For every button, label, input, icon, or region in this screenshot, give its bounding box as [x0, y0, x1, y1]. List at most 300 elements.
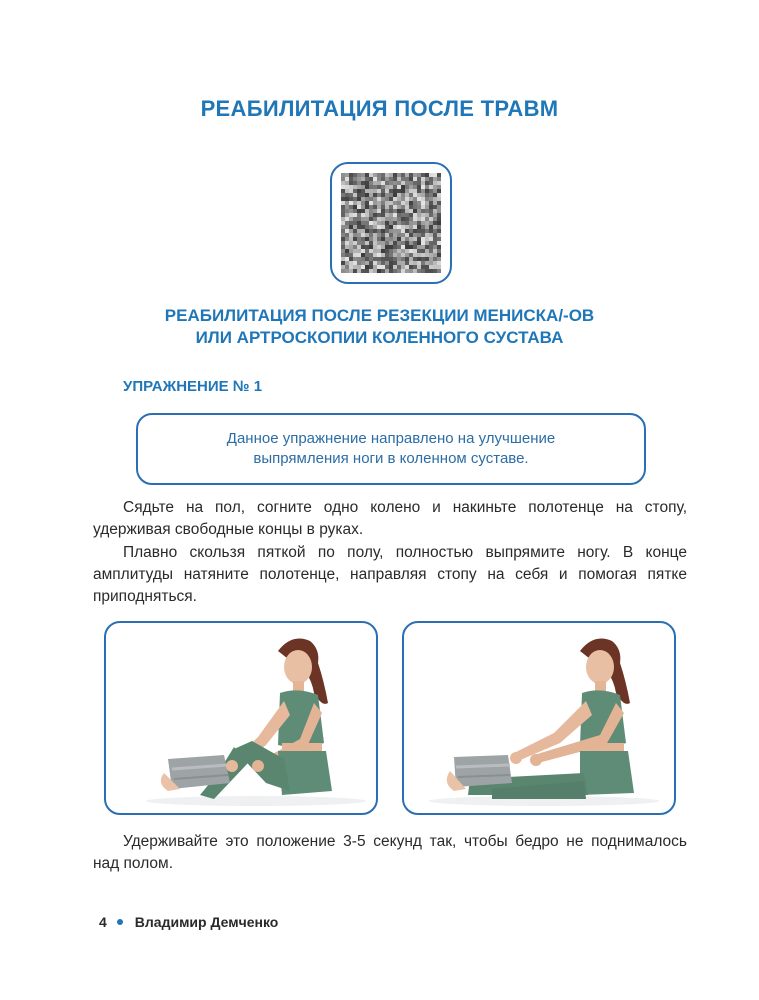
- qr-module: [345, 173, 349, 177]
- qr-module: [433, 257, 437, 261]
- qr-module: [393, 205, 397, 209]
- qr-module: [381, 253, 385, 257]
- qr-module: [349, 189, 353, 193]
- woman-seated-bent-knee-illustration: [106, 623, 376, 813]
- qr-module: [389, 261, 393, 265]
- qr-module: [377, 261, 381, 265]
- qr-module: [377, 181, 381, 185]
- qr-module: [413, 185, 417, 189]
- qr-module: [425, 213, 429, 217]
- qr-module: [361, 217, 365, 221]
- qr-module: [357, 177, 361, 181]
- qr-module: [373, 249, 377, 253]
- qr-module: [365, 229, 369, 233]
- qr-module: [377, 221, 381, 225]
- qr-module: [409, 225, 413, 229]
- qr-module: [385, 229, 389, 233]
- qr-module: [369, 177, 373, 181]
- qr-module: [369, 205, 373, 209]
- qr-module: [357, 189, 361, 193]
- qr-module: [401, 253, 405, 257]
- qr-module: [437, 269, 441, 273]
- qr-module: [409, 205, 413, 209]
- qr-module: [381, 217, 385, 221]
- qr-module: [433, 209, 437, 213]
- qr-module: [405, 257, 409, 261]
- qr-code-frame: [330, 162, 452, 284]
- qr-module: [345, 213, 349, 217]
- qr-module: [405, 197, 409, 201]
- qr-module: [341, 233, 345, 237]
- qr-module: [341, 217, 345, 221]
- qr-module: [397, 249, 401, 253]
- qr-module: [365, 197, 369, 201]
- qr-module: [421, 193, 425, 197]
- qr-module: [373, 261, 377, 265]
- qr-module: [365, 177, 369, 181]
- qr-module: [381, 209, 385, 213]
- qr-module: [425, 229, 429, 233]
- qr-module: [413, 261, 417, 265]
- qr-module: [377, 237, 381, 241]
- qr-module: [401, 189, 405, 193]
- qr-module: [381, 225, 385, 229]
- qr-module: [409, 249, 413, 253]
- qr-module: [389, 201, 393, 205]
- qr-module: [361, 201, 365, 205]
- qr-module: [425, 225, 429, 229]
- qr-module: [413, 209, 417, 213]
- qr-module: [405, 225, 409, 229]
- qr-module: [417, 237, 421, 241]
- qr-module: [417, 189, 421, 193]
- qr-module: [357, 265, 361, 269]
- qr-module: [389, 197, 393, 201]
- qr-module: [377, 233, 381, 237]
- qr-module: [405, 173, 409, 177]
- qr-module: [345, 185, 349, 189]
- exercise-callout: [136, 413, 646, 485]
- qr-module: [369, 217, 373, 221]
- qr-module: [389, 185, 393, 189]
- qr-module: [401, 193, 405, 197]
- author-name: Владимир Демченко: [134, 914, 279, 930]
- qr-module: [413, 245, 417, 249]
- qr-module: [433, 221, 437, 225]
- qr-module: [341, 201, 345, 205]
- qr-module: [349, 221, 353, 225]
- qr-module: [365, 185, 369, 189]
- qr-module: [389, 205, 393, 209]
- qr-module: [425, 193, 429, 197]
- qr-module: [389, 257, 393, 261]
- qr-module: [397, 233, 401, 237]
- qr-module: [413, 217, 417, 221]
- qr-module: [409, 229, 413, 233]
- qr-module: [361, 249, 365, 253]
- qr-module: [369, 237, 373, 241]
- qr-module: [429, 217, 433, 221]
- qr-module: [417, 241, 421, 245]
- qr-module: [401, 201, 405, 205]
- qr-module: [421, 241, 425, 245]
- qr-module: [377, 173, 381, 177]
- qr-module: [341, 237, 345, 241]
- qr-module: [377, 241, 381, 245]
- qr-module: [381, 241, 385, 245]
- qr-module: [381, 201, 385, 205]
- qr-module: [381, 197, 385, 201]
- qr-module: [421, 177, 425, 181]
- qr-module: [385, 261, 389, 265]
- qr-module: [401, 205, 405, 209]
- qr-module: [365, 173, 369, 177]
- qr-module: [425, 201, 429, 205]
- qr-module: [389, 233, 393, 237]
- qr-module: [429, 233, 433, 237]
- qr-module: [417, 225, 421, 229]
- qr-module: [393, 173, 397, 177]
- qr-module: [361, 245, 365, 249]
- qr-module: [341, 249, 345, 253]
- qr-module: [393, 269, 397, 273]
- qr-module: [413, 233, 417, 237]
- qr-module: [373, 209, 377, 213]
- qr-module: [369, 189, 373, 193]
- qr-module: [373, 225, 377, 229]
- qr-module: [353, 173, 357, 177]
- qr-module: [349, 173, 353, 177]
- qr-module: [437, 229, 441, 233]
- qr-module: [381, 177, 385, 181]
- qr-module: [425, 209, 429, 213]
- qr-module: [385, 221, 389, 225]
- qr-module: [393, 213, 397, 217]
- qr-module: [353, 225, 357, 229]
- qr-module: [349, 265, 353, 269]
- qr-module: [361, 189, 365, 193]
- qr-module: [361, 213, 365, 217]
- qr-module: [349, 269, 353, 273]
- qr-module: [385, 213, 389, 217]
- qr-module: [361, 181, 365, 185]
- qr-module: [361, 237, 365, 241]
- qr-module: [425, 173, 429, 177]
- qr-module: [353, 253, 357, 257]
- qr-module: [385, 181, 389, 185]
- qr-module: [405, 185, 409, 189]
- qr-module: [433, 177, 437, 181]
- qr-module: [397, 221, 401, 225]
- qr-module: [409, 181, 413, 185]
- qr-module: [413, 269, 417, 273]
- qr-module: [377, 217, 381, 221]
- qr-module: [377, 225, 381, 229]
- qr-module: [389, 177, 393, 181]
- qr-module: [349, 181, 353, 185]
- qr-module: [413, 205, 417, 209]
- qr-module: [401, 177, 405, 181]
- qr-module: [369, 233, 373, 237]
- qr-module: [385, 217, 389, 221]
- qr-module: [357, 241, 361, 245]
- qr-module: [397, 265, 401, 269]
- exercise-title: УПРАЖНЕНИЕ № 1: [123, 378, 263, 395]
- qr-module: [425, 181, 429, 185]
- qr-module: [357, 261, 361, 265]
- qr-module: [425, 269, 429, 273]
- qr-module: [421, 185, 425, 189]
- qr-module: [373, 177, 377, 181]
- qr-module: [361, 253, 365, 257]
- qr-module: [437, 213, 441, 217]
- qr-module: [393, 237, 397, 241]
- qr-module: [381, 261, 385, 265]
- qr-module: [345, 241, 349, 245]
- qr-module: [405, 181, 409, 185]
- qr-module: [357, 185, 361, 189]
- qr-module: [417, 233, 421, 237]
- qr-module: [345, 189, 349, 193]
- qr-module: [401, 241, 405, 245]
- qr-module: [401, 173, 405, 177]
- qr-module: [393, 257, 397, 261]
- qr-module: [401, 245, 405, 249]
- qr-module: [433, 249, 437, 253]
- qr-module: [401, 217, 405, 221]
- qr-module: [361, 257, 365, 261]
- qr-module: [425, 245, 429, 249]
- qr-module: [401, 221, 405, 225]
- qr-module: [365, 205, 369, 209]
- qr-module: [373, 241, 377, 245]
- qr-module: [349, 217, 353, 221]
- qr-module: [397, 209, 401, 213]
- qr-module: [405, 221, 409, 225]
- qr-module: [361, 269, 365, 273]
- qr-module: [345, 249, 349, 253]
- qr-module: [389, 229, 393, 233]
- qr-module: [365, 265, 369, 269]
- qr-module: [377, 201, 381, 205]
- qr-module: [365, 225, 369, 229]
- qr-module: [429, 249, 433, 253]
- qr-module: [381, 257, 385, 261]
- qr-module: [397, 245, 401, 249]
- qr-module: [381, 249, 385, 253]
- qr-module: [393, 189, 397, 193]
- qr-module: [433, 197, 437, 201]
- qr-module: [341, 173, 345, 177]
- qr-module: [429, 201, 433, 205]
- qr-module: [437, 189, 441, 193]
- qr-module: [381, 245, 385, 249]
- qr-module: [349, 193, 353, 197]
- qr-module: [361, 241, 365, 245]
- qr-module: [393, 253, 397, 257]
- qr-module: [405, 253, 409, 257]
- qr-module: [341, 193, 345, 197]
- qr-module: [397, 229, 401, 233]
- qr-module: [405, 209, 409, 213]
- qr-module: [413, 229, 417, 233]
- qr-module: [405, 177, 409, 181]
- qr-module: [417, 229, 421, 233]
- qr-module: [421, 221, 425, 225]
- qr-module: [393, 225, 397, 229]
- qr-module: [389, 237, 393, 241]
- qr-module: [401, 237, 405, 241]
- qr-module: [373, 181, 377, 185]
- qr-module: [429, 261, 433, 265]
- qr-module: [369, 241, 373, 245]
- qr-module: [401, 181, 405, 185]
- qr-module: [373, 205, 377, 209]
- qr-module: [385, 185, 389, 189]
- qr-module: [357, 253, 361, 257]
- qr-module: [393, 261, 397, 265]
- qr-module: [365, 217, 369, 221]
- qr-module: [405, 241, 409, 245]
- qr-module: [341, 229, 345, 233]
- qr-module: [437, 221, 441, 225]
- qr-module: [425, 257, 429, 261]
- qr-module: [353, 257, 357, 261]
- qr-module: [345, 237, 349, 241]
- qr-module: [377, 213, 381, 217]
- qr-module: [401, 257, 405, 261]
- qr-module: [409, 233, 413, 237]
- qr-module: [357, 201, 361, 205]
- qr-module: [373, 245, 377, 249]
- qr-module: [433, 229, 437, 233]
- qr-module: [401, 225, 405, 229]
- qr-module: [433, 269, 437, 273]
- qr-module: [397, 193, 401, 197]
- qr-module: [357, 181, 361, 185]
- qr-module: [437, 217, 441, 221]
- qr-module: [341, 209, 345, 213]
- qr-module: [377, 177, 381, 181]
- qr-module: [409, 241, 413, 245]
- qr-module: [425, 233, 429, 237]
- qr-module: [397, 269, 401, 273]
- qr-module: [373, 253, 377, 257]
- qr-module: [341, 221, 345, 225]
- qr-module: [421, 213, 425, 217]
- qr-module: [405, 229, 409, 233]
- qr-module: [401, 265, 405, 269]
- qr-module: [369, 221, 373, 225]
- qr-module: [405, 213, 409, 217]
- qr-module: [421, 237, 425, 241]
- qr-module: [401, 233, 405, 237]
- qr-module: [437, 237, 441, 241]
- qr-module: [353, 189, 357, 193]
- qr-module: [345, 245, 349, 249]
- qr-module: [373, 269, 377, 273]
- qr-module: [353, 217, 357, 221]
- qr-module: [433, 181, 437, 185]
- qr-module: [385, 265, 389, 269]
- qr-module: [405, 189, 409, 193]
- qr-module: [365, 193, 369, 197]
- qr-module: [353, 193, 357, 197]
- qr-module: [417, 197, 421, 201]
- qr-module: [409, 193, 413, 197]
- qr-module: [385, 205, 389, 209]
- qr-module: [361, 265, 365, 269]
- qr-module: [393, 197, 397, 201]
- qr-module: [417, 253, 421, 257]
- qr-module: [409, 269, 413, 273]
- qr-module: [433, 237, 437, 241]
- qr-module: [417, 177, 421, 181]
- qr-module: [389, 249, 393, 253]
- qr-module: [417, 209, 421, 213]
- qr-module: [429, 253, 433, 257]
- qr-module: [369, 193, 373, 197]
- qr-module: [341, 269, 345, 273]
- qr-module: [421, 181, 425, 185]
- qr-module: [437, 173, 441, 177]
- qr-module: [401, 197, 405, 201]
- section-subtitle: [0, 305, 759, 349]
- qr-module: [345, 269, 349, 273]
- qr-module: [341, 225, 345, 229]
- qr-module: [437, 233, 441, 237]
- qr-module: [401, 185, 405, 189]
- qr-module: [405, 205, 409, 209]
- qr-module: [437, 261, 441, 265]
- qr-module: [373, 213, 377, 217]
- page-footer: [99, 914, 278, 930]
- qr-module: [389, 173, 393, 177]
- instruction-paragraph-3: Удерживайте это положение 3-5 секунд так, чтобы бедро не поднималось над полом.: [93, 833, 687, 872]
- qr-module: [437, 205, 441, 209]
- qr-module: [369, 257, 373, 261]
- qr-module: [433, 245, 437, 249]
- qr-module: [353, 185, 357, 189]
- qr-module: [373, 257, 377, 261]
- qr-module: [353, 241, 357, 245]
- qr-module: [365, 213, 369, 217]
- qr-module: [433, 205, 437, 209]
- qr-module: [413, 181, 417, 185]
- qr-module: [413, 253, 417, 257]
- qr-module: [361, 233, 365, 237]
- qr-module: [377, 249, 381, 253]
- qr-module: [405, 193, 409, 197]
- qr-module: [349, 209, 353, 213]
- qr-module: [365, 249, 369, 253]
- qr-module: [353, 233, 357, 237]
- qr-module: [361, 209, 365, 213]
- qr-module: [369, 229, 373, 233]
- qr-module: [409, 261, 413, 265]
- qr-module: [385, 209, 389, 213]
- qr-module: [369, 181, 373, 185]
- qr-module: [409, 245, 413, 249]
- qr-module: [361, 173, 365, 177]
- qr-module: [409, 221, 413, 225]
- qr-module: [397, 253, 401, 257]
- qr-module: [405, 201, 409, 205]
- qr-module: [425, 217, 429, 221]
- qr-module: [405, 237, 409, 241]
- qr-module: [365, 237, 369, 241]
- qr-module: [385, 237, 389, 241]
